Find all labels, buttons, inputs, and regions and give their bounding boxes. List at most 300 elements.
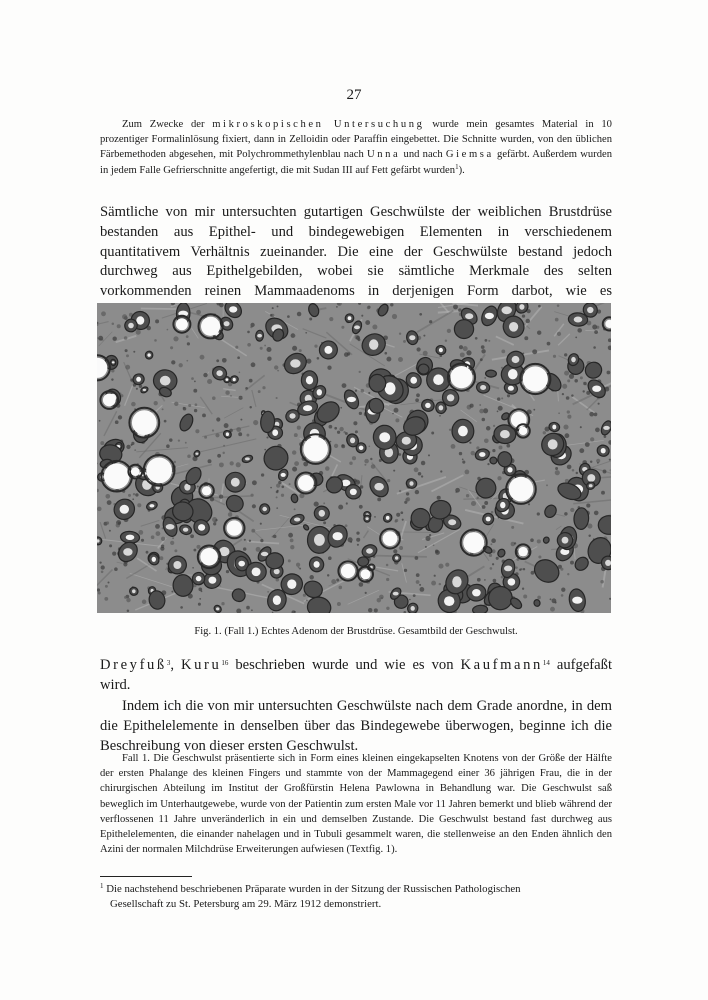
cell-nucleus [489,554,492,557]
gland-lumen [508,386,514,391]
cell-nucleus [433,544,435,546]
cell-nucleus [133,351,135,353]
cell-nucleus [415,398,419,402]
cell-nucleus [191,377,194,380]
footnote [100,882,612,912]
cell-nucleus [183,407,187,411]
gland-lumen [465,313,473,319]
cell-nucleus [384,352,387,355]
cell-nucleus [216,359,219,362]
cell-nucleus [199,598,201,600]
cell-nucleus [470,404,474,408]
gland-lumen [447,394,454,401]
cell-nucleus [247,331,250,334]
cell-nucleus [132,498,134,500]
cell-nucleus [477,497,479,499]
cell-nucleus [585,442,590,447]
cell-nucleus [225,391,229,395]
cell-nucleus [484,579,486,581]
open-lumen [523,366,548,391]
cell-nucleus [317,357,320,360]
gland-lumen [366,548,373,553]
cell-nucleus [224,423,229,428]
author-name-giemsa: Giemsa [445,149,494,161]
cell-nucleus [208,459,212,463]
cell-nucleus [267,591,269,593]
cell-nucleus [438,564,443,569]
cell-nucleus [487,463,489,465]
gland-lumen [216,607,219,610]
open-lumen [201,317,220,336]
cell-nucleus [471,451,476,456]
cell-nucleus [270,487,272,489]
text-run: gefärbt. Außerdem wurden in jedem Falle Gefrierschnitte angefertigt, die mit Sudan III auf Fett gefärbt wurden [100,149,612,176]
body-paragraph-3: Indem ich die von mir untersuchten Geschwülste nach dem Grade anordne, in dem die Epithelelemente in denselben über das Bindegewebe überwogen, beginne ich die Beschreibung von dieser ersten Geschwulst. [100,698,612,754]
cell-nucleus [293,335,295,337]
gland-lumen [319,510,325,517]
text-run: Zum Zwecke der [122,119,213,130]
cell-nucleus [557,304,560,307]
cell-nucleus [398,357,403,362]
gland-lumen [574,317,583,323]
gland-lumen [439,405,444,410]
gland-lumen [314,561,320,568]
cell-nucleus [267,356,271,360]
cell-nucleus [200,355,205,360]
cell-nucleus [600,580,603,583]
cell-nucleus [188,404,191,407]
cell-nucleus [166,444,170,448]
cell-nucleus [174,549,177,552]
cell-nucleus [261,473,264,476]
cell-nucleus [251,362,256,367]
cell-nucleus [173,336,178,341]
open-lumen [341,564,355,578]
cell-nucleus [134,449,136,451]
cell-nucleus [256,547,261,552]
cell-nucleus [445,339,447,341]
cell-nucleus [524,336,528,340]
cell-nucleus [393,549,397,553]
cell-nucleus [445,563,449,567]
cell-nucleus [203,373,207,377]
cell-nucleus [161,545,165,549]
cell-nucleus [171,360,175,364]
cell-nucleus [306,359,311,364]
gland-lumen [348,316,352,320]
cell-nucleus [463,346,468,351]
cell-nucleus [270,314,273,317]
cell-nucleus [469,442,471,444]
cell-nucleus [399,333,401,335]
open-lumen [227,520,242,535]
cell-nucleus [357,544,359,546]
cell-nucleus [247,343,251,347]
cell-nucleus [101,311,106,316]
footnote-mark: 1 [100,882,104,890]
cell-nucleus [538,305,541,308]
cell-nucleus [589,412,594,417]
cell-nucleus [250,323,254,327]
cell-nucleus [128,494,131,497]
gland-lumen [385,382,396,394]
cell-nucleus [558,412,560,414]
cell-nucleus [361,315,363,317]
open-lumen [509,477,534,502]
cell-nucleus [243,547,246,550]
cell-nucleus [186,335,189,338]
cell-nucleus [439,583,441,585]
cell-nucleus [396,513,400,517]
cell-nucleus [386,578,389,581]
spaced-emphasis: mikroskopischen Untersuchung [212,119,425,130]
gland-lumen [273,595,281,605]
gland-lumen [350,438,355,444]
cell-nucleus [493,425,495,427]
cell-nucleus [567,573,569,575]
cell-nucleus [481,349,485,353]
cell-nucleus [287,315,290,318]
gland-lumen [160,376,171,386]
gland-lumen [143,389,146,391]
gland-lumen [587,474,595,482]
gland-lumen [314,534,325,546]
cell-nucleus [598,403,600,405]
gland-lumen [166,524,175,530]
cell-nucleus [212,396,216,400]
cell-nucleus [272,536,274,538]
cell-nucleus [425,546,427,548]
gland-lumen [245,457,250,460]
cell-nucleus [394,408,399,413]
cell-nucleus [392,413,394,415]
cell-nucleus [264,449,266,451]
cell-nucleus [260,523,262,525]
open-lumen [146,458,172,484]
cell-nucleus [258,390,261,393]
cell-nucleus [398,453,401,456]
cell-nucleus [479,409,484,414]
gland-lumen [369,339,378,350]
cell-nucleus [288,533,293,538]
cell-nucleus [196,545,200,549]
cell-nucleus [476,446,479,449]
cell-nucleus [126,445,130,449]
cell-nucleus [566,396,570,400]
cell-nucleus [459,345,463,349]
footnote-reference: 1 [455,162,459,171]
cell-nucleus [329,317,333,321]
cell-nucleus [251,609,253,611]
cell-nucleus [294,508,296,510]
gland-lumen [303,405,312,411]
gland-lumen [183,528,188,532]
cell-nucleus [123,562,127,566]
cell-nucleus [125,349,128,352]
cell-nucleus [156,531,161,536]
cell-nucleus [594,511,599,516]
cell-nucleus [336,306,338,308]
cell-nucleus [114,567,118,571]
cell-nucleus [395,418,399,422]
gland-lumen [444,596,454,606]
gland-lumen [112,361,115,363]
gland-lumen [374,483,384,491]
cell-nucleus [249,379,253,383]
cell-nucleus [306,599,308,601]
cell-nucleus [501,349,505,353]
cell-nucleus [329,425,333,429]
cell-nucleus [238,432,242,436]
cell-nucleus [266,347,271,352]
cell-nucleus [187,454,191,458]
cell-nucleus [416,573,420,577]
author-name-kuru: Kuru [180,657,222,673]
gland-lumen [281,473,286,477]
gland-lumen [562,537,569,544]
cell-nucleus [124,596,127,599]
cell-nucleus [124,336,128,340]
gland-lumen [196,576,202,581]
gland-lumen [409,335,415,340]
cell-nucleus [587,524,592,529]
gland-lumen [354,325,360,329]
cell-nucleus [146,551,149,554]
cell-nucleus [590,461,592,463]
gland-lumen [485,313,494,319]
cell-nucleus [355,390,357,392]
gland-acinus [573,507,589,529]
cell-nucleus [368,445,370,447]
cell-nucleus [222,452,224,454]
cell-nucleus [112,552,116,556]
cell-nucleus [555,318,559,322]
cell-nucleus [151,535,155,539]
cell-nucleus [368,608,372,612]
cell-nucleus [537,512,540,515]
cell-nucleus [186,360,188,362]
cell-nucleus [419,584,421,586]
cell-nucleus [192,567,194,569]
cell-nucleus [533,409,535,411]
page-number: 27 [346,87,362,103]
cell-nucleus [204,436,207,439]
cell-nucleus [603,470,607,474]
cell-nucleus [309,318,312,321]
cell-nucleus [216,417,220,421]
cell-nucleus [355,430,358,433]
cell-nucleus [531,571,535,575]
cell-nucleus [425,536,430,541]
gland-lumen [317,389,322,395]
cell-nucleus [580,376,583,379]
cell-nucleus [348,537,353,542]
cell-nucleus [244,539,246,541]
cell-nucleus [289,483,291,485]
cell-nucleus [347,352,350,355]
cell-nucleus [219,462,224,467]
gland-lumen [306,376,313,384]
gland-lumen [587,307,593,313]
cell-nucleus [423,351,428,356]
cell-nucleus [594,330,598,334]
cell-nucleus [370,458,372,460]
cell-nucleus [481,345,485,349]
gland-lumen [173,561,181,569]
cell-nucleus [356,531,359,534]
cell-nucleus [342,383,347,388]
gland-lumen [571,357,576,362]
gland-lumen [502,306,512,314]
cell-nucleus [575,337,577,339]
cell-nucleus [198,587,202,591]
cell-nucleus [597,462,599,464]
cell-nucleus [159,556,163,560]
gland-lumen [274,569,280,575]
gland-lumen [393,592,399,596]
cell-nucleus [491,538,496,543]
gland-lumen [229,306,237,312]
gland-lumen [448,519,456,525]
cell-nucleus [460,352,465,357]
author-name-unna: Unna [366,149,401,161]
cell-nucleus [437,496,441,500]
cell-nucleus [222,358,227,363]
cell-nucleus [550,598,552,600]
cell-nucleus [339,586,343,590]
cell-nucleus [515,566,518,569]
cell-nucleus [567,410,570,413]
cell-nucleus [290,539,294,543]
cell-nucleus [126,598,130,602]
cell-nucleus [528,503,530,505]
cell-nucleus [195,403,198,406]
cell-nucleus [506,444,510,448]
gland-lumen [233,378,236,382]
cell-nucleus [379,595,384,600]
gland-lumen [508,369,518,379]
footnote-text: Die nachstehend beschriebenen Präparate wurden in der Sitzung der Russischen Pathologischen [103,883,521,895]
cell-nucleus [497,397,500,400]
cell-nucleus [538,555,541,558]
cell-nucleus [368,392,370,394]
cell-nucleus [230,395,232,397]
cell-nucleus [416,393,420,397]
cell-nucleus [327,574,329,576]
cell-nucleus [365,320,370,325]
text-run: ). [458,164,465,176]
cell-nucleus [490,567,493,570]
cell-nucleus [228,512,233,517]
gland-lumen [425,403,431,408]
gland-lumen [452,576,461,587]
text-run: beschrieben wurde und wie es von [228,657,461,673]
cell-nucleus [365,592,367,594]
gland-lumen [350,489,357,495]
cell-nucleus [155,524,160,529]
cell-nucleus [292,467,297,472]
cell-nucleus [323,521,326,524]
cell-nucleus [155,319,159,323]
cell-nucleus [595,428,600,433]
cell-nucleus [281,494,284,497]
open-lumen [303,437,328,462]
cell-nucleus [112,322,115,325]
cell-nucleus [345,524,348,527]
gland-lumen [519,304,524,310]
cell-nucleus [236,427,241,432]
cell-nucleus [122,314,127,319]
cell-nucleus [562,393,564,395]
reference-number: 3 [166,659,171,667]
cell-nucleus [550,607,555,612]
text-run: aufgefaßt wird. [100,657,612,693]
cell-nucleus [484,377,486,379]
cell-nucleus [292,450,296,454]
cell-nucleus [118,522,121,525]
cell-nucleus [137,503,141,507]
cell-nucleus [274,365,278,369]
gland-lumen [458,426,468,437]
cell-nucleus [167,329,169,331]
cell-nucleus [118,415,122,419]
cell-nucleus [154,401,158,405]
cell-nucleus [421,475,423,477]
cell-nucleus [109,544,112,547]
cell-nucleus [416,580,420,584]
cell-nucleus [439,415,441,417]
cell-nucleus [105,494,110,499]
cell-nucleus [341,326,344,329]
cell-nucleus [100,441,104,445]
cell-nucleus [277,305,279,307]
cell-nucleus [395,519,398,522]
cell-nucleus [421,461,425,465]
cell-nucleus [251,494,254,497]
cell-nucleus [262,386,265,389]
cell-nucleus [125,365,130,370]
cell-nucleus [466,350,471,355]
cell-nucleus [459,452,462,455]
cell-nucleus [594,413,598,417]
cell-nucleus [493,579,497,583]
methods-paragraph [100,117,612,178]
cell-nucleus [277,370,279,372]
cell-nucleus [264,345,266,347]
cell-nucleus [462,461,465,464]
cell-nucleus [276,483,280,487]
cell-nucleus [546,484,548,486]
cell-nucleus [296,563,300,567]
cell-nucleus [607,371,611,375]
cell-nucleus [323,502,325,504]
gland-lumen [402,437,411,445]
gland-lumen [512,356,520,363]
gland-lumen [395,556,398,560]
gland-lumen [589,484,593,487]
cell-nucleus [237,356,240,359]
cell-nucleus [403,340,406,343]
gland-lumen [347,397,356,402]
cell-nucleus [309,575,314,580]
cell-nucleus [97,507,102,512]
cell-nucleus [276,397,278,399]
open-lumen [450,366,472,388]
cell-nucleus [251,529,255,533]
cell-nucleus [185,442,187,444]
cell-nucleus [198,603,201,606]
cell-nucleus [131,402,136,407]
